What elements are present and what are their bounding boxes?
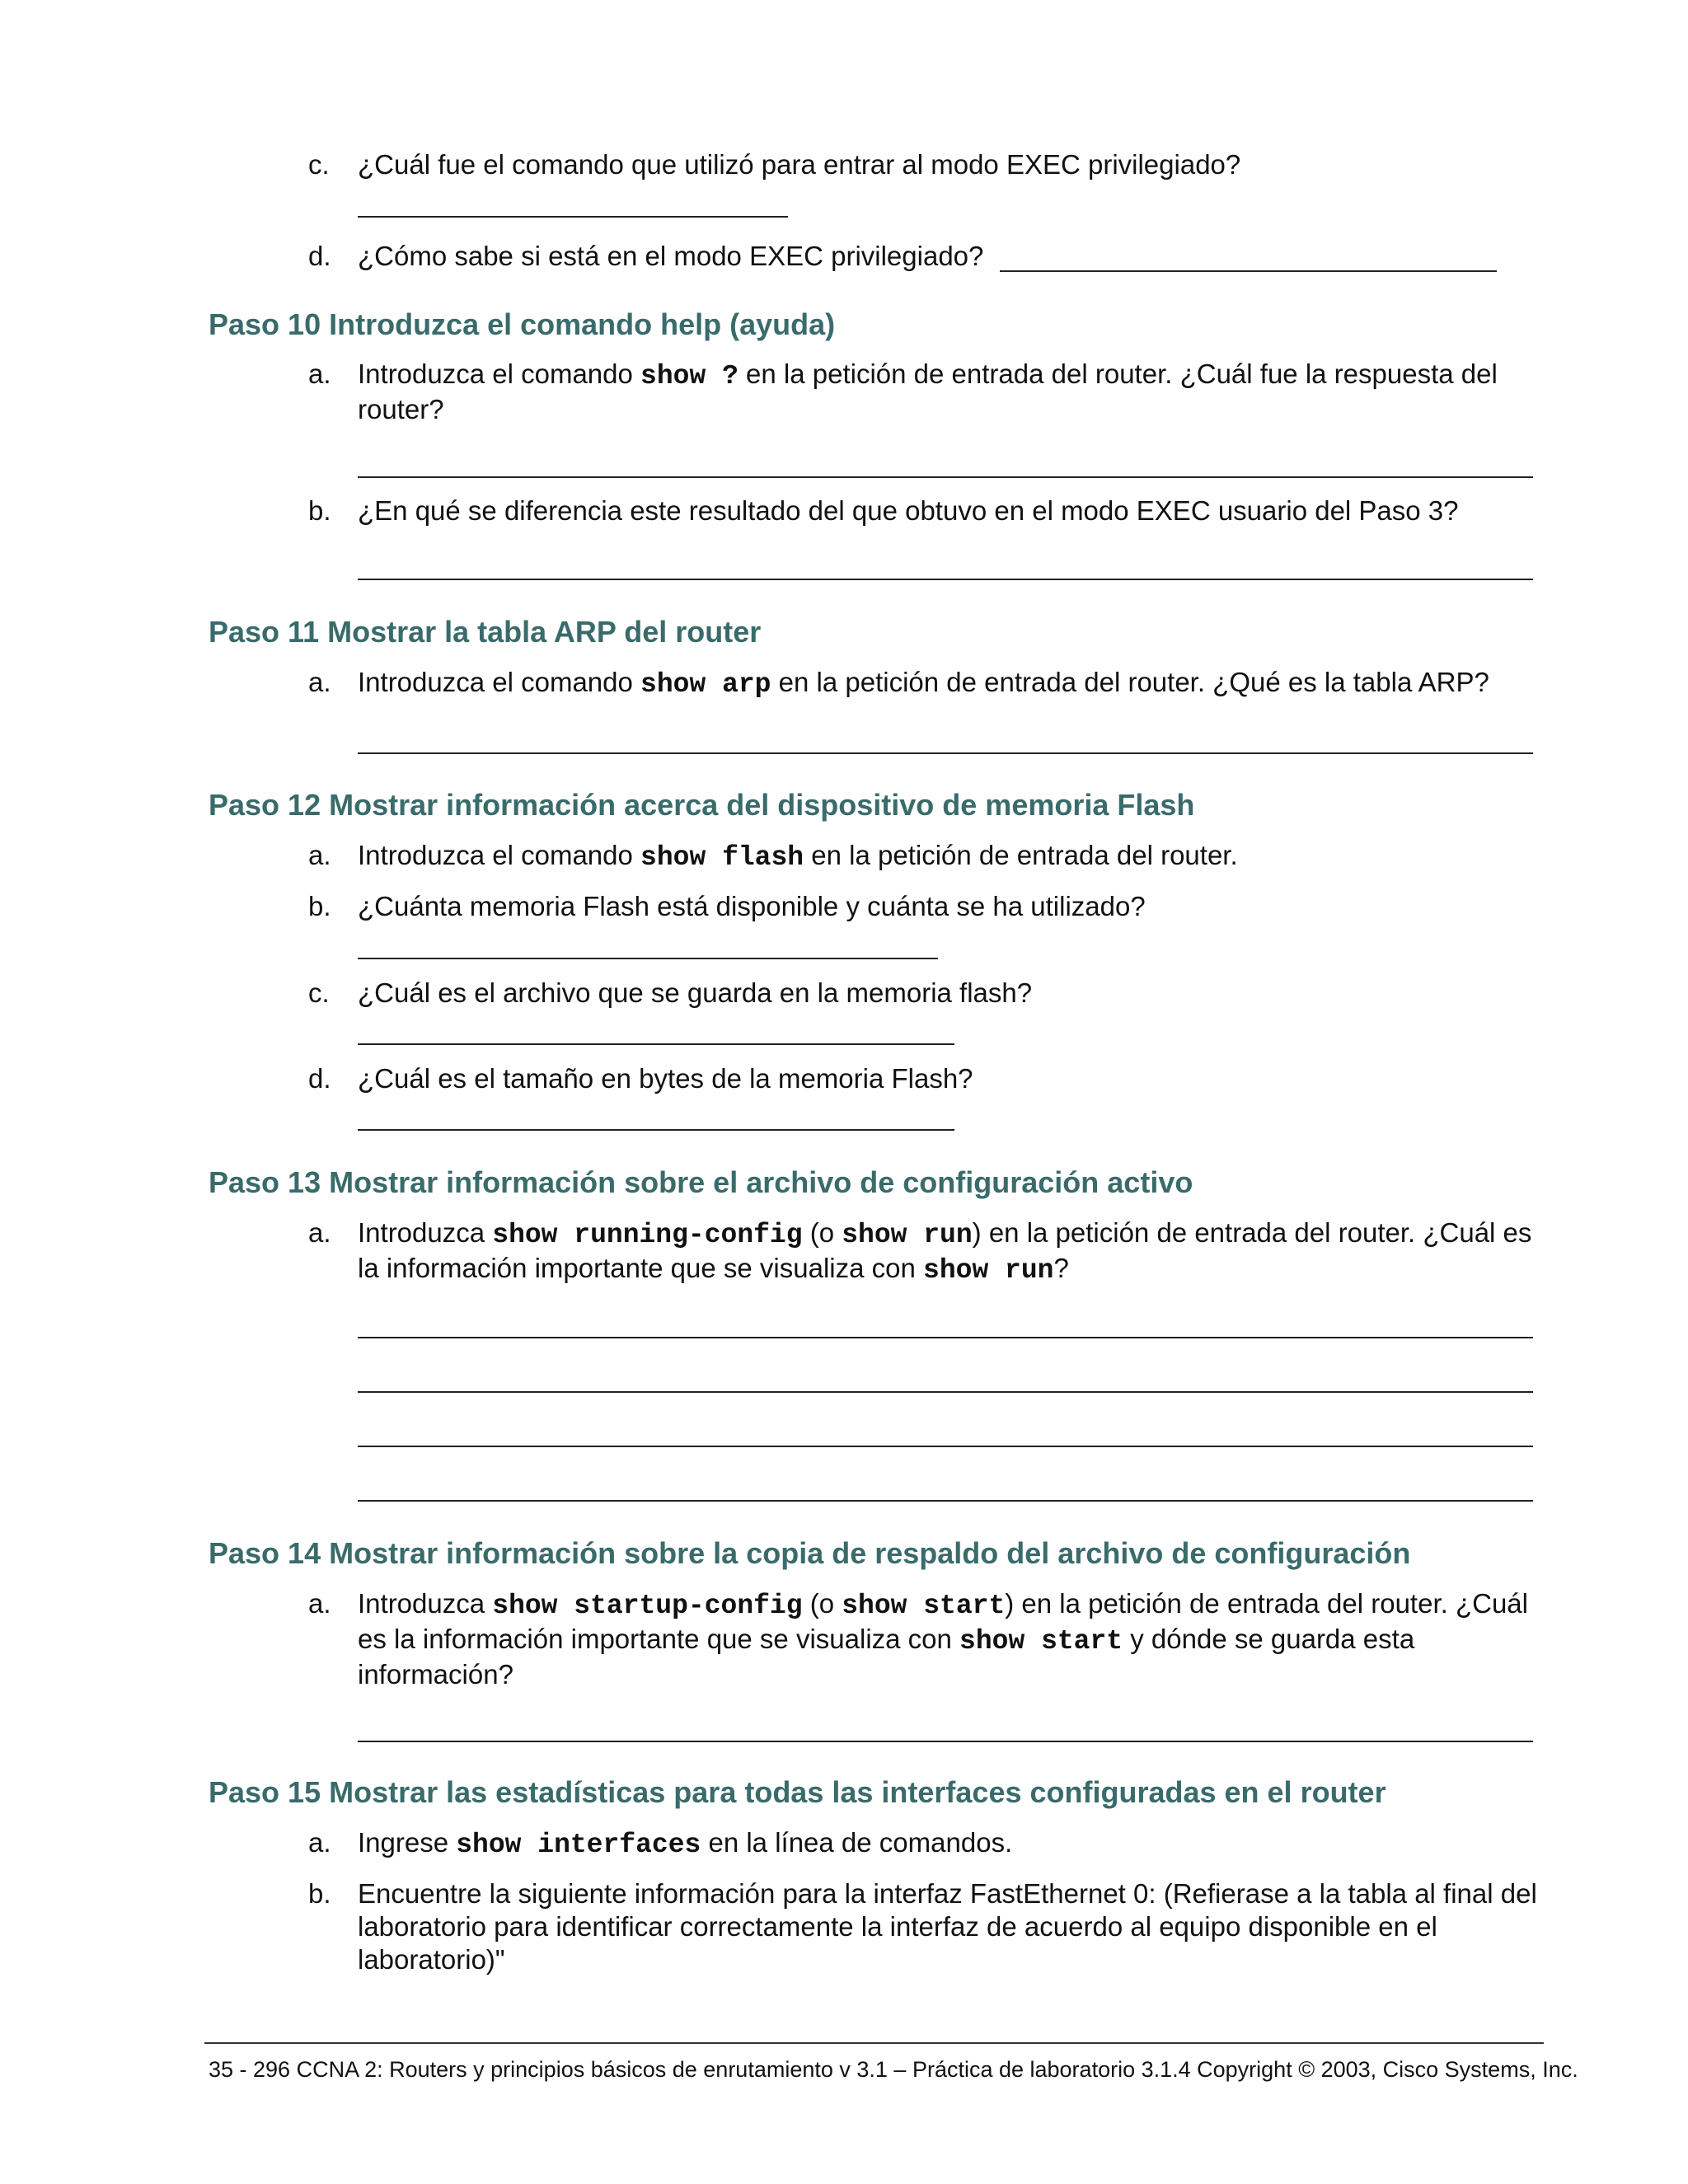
command-text: show running-config xyxy=(492,1220,803,1250)
item-marker: b. xyxy=(308,891,331,921)
command-text: show run xyxy=(842,1220,973,1250)
answer-line[interactable] xyxy=(358,752,1533,754)
command-text: show startup-config xyxy=(492,1591,803,1621)
command-text: show start xyxy=(842,1591,1006,1621)
answer-line[interactable] xyxy=(358,476,1533,478)
footer-divider xyxy=(204,2042,1544,2044)
question-text: ¿Cuál es el archivo que se guarda en la memoria flash? xyxy=(358,977,1033,1008)
question-text: Introduzca el comando show flash en la petición de entrada del router. xyxy=(358,840,1238,873)
item-marker: a. xyxy=(308,840,331,870)
step-heading: Paso 13 Mostrar información sobre el archivo de configuración activo xyxy=(209,1165,1193,1199)
command-text: show flash xyxy=(640,842,804,873)
item-marker: a. xyxy=(308,359,331,389)
answer-line[interactable] xyxy=(358,1337,1533,1338)
item-marker: a. xyxy=(308,1827,331,1858)
item-marker: b. xyxy=(308,1878,331,1909)
item-marker: a. xyxy=(308,667,331,697)
answer-line[interactable] xyxy=(358,1129,954,1131)
command-text: show ? xyxy=(640,361,738,391)
step-heading: Paso 11 Mostrar la tabla ARP del router xyxy=(209,615,762,649)
page-footer: 35 - 296 CCNA 2: Routers y principios básicos de enrutamiento v 3.1 – Práctica de laboratorio 3.1.4 Copyright © 2003, Cisco Systems, Inc. xyxy=(209,2057,1578,2082)
question-text: ¿Cuánta memoria Flash está disponible y cuánta se ha utilizado? xyxy=(358,891,1146,921)
answer-line[interactable] xyxy=(1000,270,1497,272)
answer-line[interactable] xyxy=(358,1043,954,1045)
answer-line[interactable] xyxy=(358,579,1533,580)
command-text: show interfaces xyxy=(456,1830,701,1860)
question-text: ¿Cómo sabe si está en el modo EXEC privilegiado? xyxy=(358,241,984,271)
item-marker: a. xyxy=(308,1588,331,1619)
question-text: Introduzca show running-config (o show run) en la petición de entrada del router. ¿Cuál es la información importante que se visualiza con show run? xyxy=(358,1217,1532,1286)
answer-line[interactable] xyxy=(358,1391,1533,1393)
question-text: Encuentre la siguiente información para la interfaz FastEthernet 0: (Refierase a la tabla al final del laboratorio para identificar correctamente la interfaz de acuerdo al equipo disponible en el laboratorio)" xyxy=(358,1878,1537,1975)
question-text: ¿Cuál es el tamaño en bytes de la memoria Flash? xyxy=(358,1063,973,1094)
step-heading: Paso 12 Mostrar información acerca del dispositivo de memoria Flash xyxy=(209,788,1195,822)
question-text: Introduzca el comando show ? en la petición de entrada del router. ¿Cuál fue la respuesta del router? xyxy=(358,359,1498,424)
command-text: show run xyxy=(923,1255,1054,1286)
answer-line[interactable] xyxy=(358,958,938,959)
answer-line[interactable] xyxy=(358,1500,1533,1502)
item-marker: c. xyxy=(308,149,330,180)
question-text: Introduzca show startup-config (o show start) en la petición de entrada del router. ¿Cuál es la información importante que se visualiza con show start y dónde se guarda esta información? xyxy=(358,1588,1528,1690)
command-text: show arp xyxy=(640,669,771,700)
step-heading: Paso 14 Mostrar información sobre la copia de respaldo del archivo de configuración xyxy=(209,1536,1411,1570)
question-text: Ingrese show interfaces en la línea de comandos. xyxy=(358,1827,1013,1860)
item-marker: a. xyxy=(308,1217,331,1248)
answer-line[interactable] xyxy=(358,216,788,218)
step-heading: Paso 10 Introduzca el comando help (ayuda) xyxy=(209,307,836,341)
command-text: show start xyxy=(959,1626,1123,1657)
answer-line[interactable] xyxy=(358,1741,1533,1742)
item-marker: d. xyxy=(308,241,331,271)
item-marker: c. xyxy=(308,977,330,1008)
question-text: ¿Cuál fue el comando que utilizó para entrar al modo EXEC privilegiado? xyxy=(358,149,1241,180)
question-text: Introduzca el comando show arp en la petición de entrada del router. ¿Qué es la tabla ARP? xyxy=(358,667,1489,700)
step-heading: Paso 15 Mostrar las estadísticas para todas las interfaces configuradas en el router xyxy=(209,1775,1386,1809)
item-marker: b. xyxy=(308,495,331,526)
answer-line[interactable] xyxy=(358,1446,1533,1447)
item-marker: d. xyxy=(308,1063,331,1094)
question-text: ¿En qué se diferencia este resultado del que obtuvo en el modo EXEC usuario del Paso 3? xyxy=(358,495,1459,526)
